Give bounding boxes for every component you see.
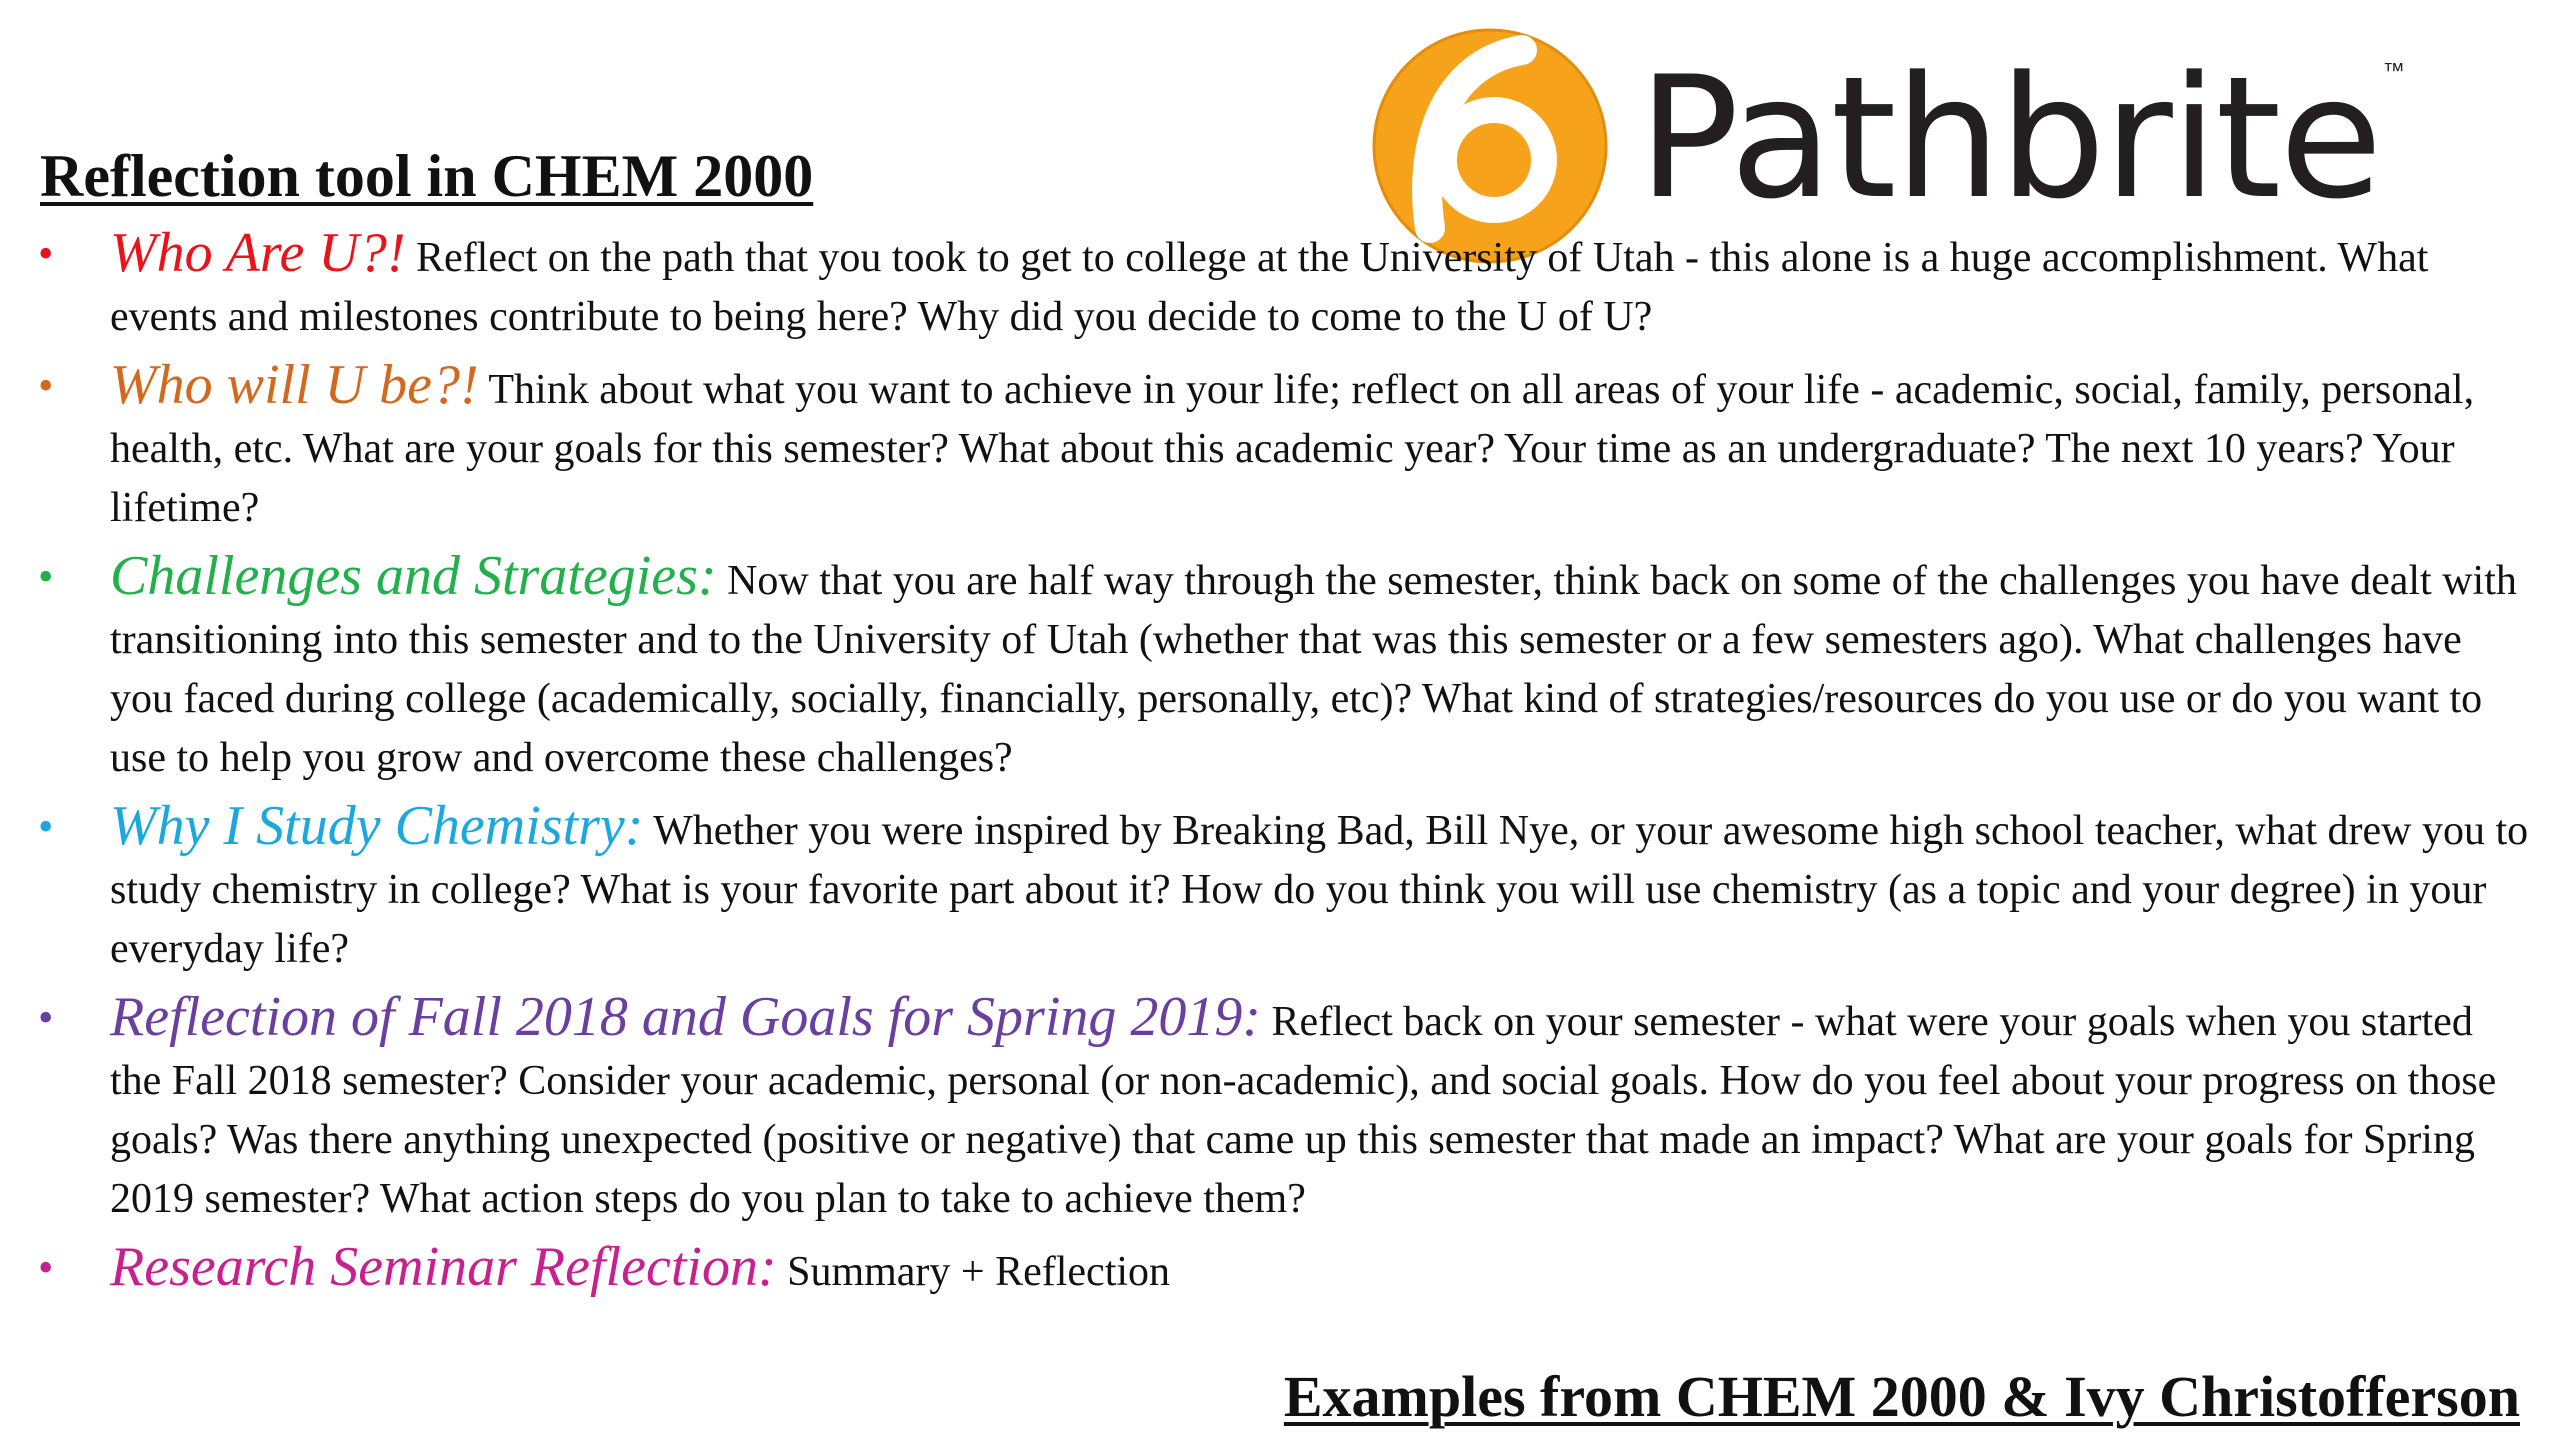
reflection-prompts-list [0,224,2530,1311]
item-text: Think about what you want to achieve in your life; reflect on all areas of your life - academic, social, family, personal, health, etc. What are your goals for this semester? What about this academic year? Your time as an undergraduate? The next 10 years? Your lifetime? [110,367,2475,531]
bullet: • [38,1243,54,1292]
list-item [0,988,2530,1229]
item-heading: Who Are U?! [110,222,406,284]
item-text: Reflect on the path that you took to get to college at the University of Utah - this alone is a huge accomplishment. What events and milestones contribute to being here? Why did you decide to come to the U of U? [110,235,2429,340]
item-heading: Why I Study Chemistry: [110,795,644,857]
page-title: Reflection tool in CHEM 2000 [40,143,814,209]
item-text: Summary + Reflection [776,1249,1171,1295]
item-heading: Who will U be?! [110,354,479,416]
bullet: • [38,552,54,601]
list-item [0,547,2530,788]
list-item [0,1238,2530,1302]
pathbrite-wordmark: Pathbrite™ [1638,40,2403,236]
list-item [0,356,2530,538]
item-text: Now that you are half way through the semester, think back on some of the challenges you have dealt with transitioning into this semester and to the University of Utah (whether that was this semester or a few semesters ago). What challenges have you faced during college (academically, socially, financially, personally, etc)? What kind of strategies/resources do you use or do you want to use to help you grow and overcome these challenges? [110,558,2517,781]
bullet: • [38,229,54,278]
list-item [0,224,2530,347]
item-heading: Research Seminar Reflection: [110,1236,777,1298]
footer-credit: Examples from CHEM 2000 & Ivy Christofferson [1283,1364,2520,1429]
item-heading: Challenges and Strategies: [110,545,717,607]
trademark-symbol: ™ [2382,58,2403,83]
item-text: Reflect back on your semester - what were your goals when you started the Fall 2018 semester? Consider your academic, personal (or non-academic), and social goals. How do you feel about your progress on those goals? Was there anything unexpected (positive or negative) that came up this semester that made an impact? What are your goals for Spring 2019 semester? What action steps do you plan to take to achieve them? [110,999,2497,1222]
list-item [0,797,2530,979]
item-heading: Reflection of Fall 2018 and Goals for Spring 2019: [110,986,1262,1048]
item-text: Whether you were inspired by Breaking Bad, Bill Nye, or your awesome high school teacher, what drew you to study chemistry in college? What is your favorite part about it? How do you think you will use chemistry (as a topic and your degree) in your everyday life? [110,808,2529,972]
bullet: • [38,361,54,410]
bullet: • [38,802,54,851]
bullet: • [38,993,54,1042]
